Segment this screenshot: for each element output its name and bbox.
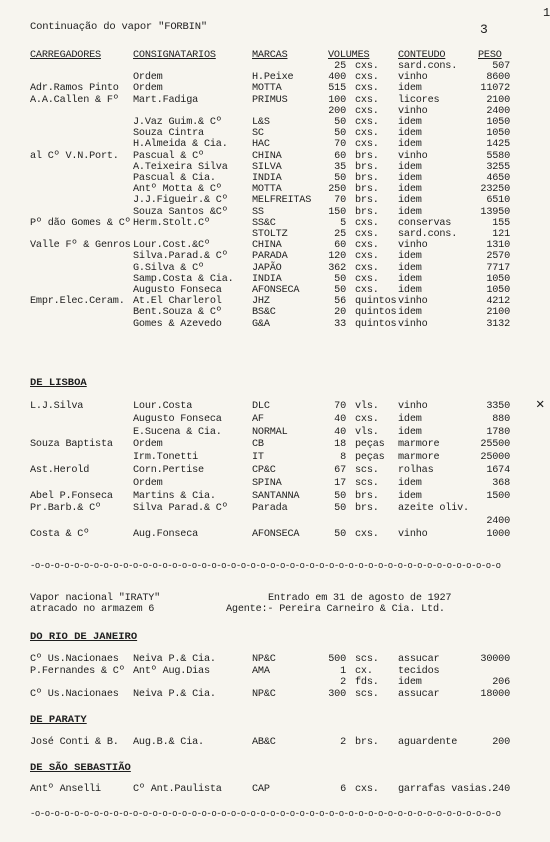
table-cell-weight: 1000 [486, 529, 510, 540]
table-cell-content: vinho [398, 401, 428, 412]
table-cell-qty: 70 [334, 401, 346, 412]
table-cell-unit: cxs. [355, 94, 379, 106]
table-cell-qty: 40 [334, 426, 346, 438]
table-cell-unit: quintos [355, 296, 397, 308]
table-cell-mark: H.Peixe [252, 72, 294, 84]
table-cell-qty: 67 [334, 465, 346, 476]
table-cell-mark: Parada [252, 503, 288, 515]
table-cell-consignee: Neiva P.& Cia. [133, 654, 216, 665]
table-cell-mark: SILVA [252, 161, 282, 173]
table-cell-unit: cx. [355, 665, 373, 677]
table-cell-shipper: Valle Fº & Genros [30, 240, 131, 252]
table-cell-unit: quintos [355, 318, 397, 330]
table-cell-weight: 3132 [486, 318, 510, 330]
table-cell-qty: 6 [340, 784, 346, 795]
table-cell-consignee: Gomes & Azevedo [133, 318, 222, 330]
table-cell-consignee: Aug.B.& Cia. [133, 737, 204, 748]
table-cell-unit: cxs. [355, 217, 379, 229]
vessel-name: Vapor nacional "IRATY" [30, 593, 161, 604]
page-number: 3 [480, 22, 488, 37]
table-cell-consignee: Mart.Fadiga [133, 94, 199, 106]
table-cell-qty: 35 [334, 161, 346, 173]
table-cell-content: idem [398, 83, 422, 95]
margin-symbol: ✕ [536, 397, 545, 413]
table-cell-mark: SS&C [252, 217, 276, 229]
column-header-shipper: CARREGADORES [30, 50, 101, 61]
section-title-rio: DO RIO DE JANEIRO [30, 631, 138, 643]
table-cell-mark: NP&C [252, 688, 276, 700]
table-cell-mark: STOLTZ [252, 229, 288, 240]
table-cell-consignee: Ordem [133, 72, 163, 84]
table-cell-mark: L&S [252, 117, 270, 128]
table-cell-weight: 240 [492, 784, 510, 795]
table-cell-unit: cxs. [355, 285, 379, 296]
table-cell-content: vinho [398, 72, 428, 84]
table-cell-mark: AF [252, 413, 264, 425]
table-cell-content: idem [398, 161, 422, 173]
table-cell-shipper: L.J.Silva [30, 401, 84, 412]
table-cell-unit: brs. [355, 150, 379, 162]
table-cell-consignee: Corn.Pertise [133, 465, 204, 476]
table-cell-unit: brs. [355, 195, 379, 207]
table-cell-content: idem [398, 413, 422, 425]
table-cell-content: vinho [398, 240, 428, 252]
table-cell-content: idem [398, 139, 422, 151]
table-cell-qty: 100 [328, 94, 346, 106]
table-cell-weight: 1425 [486, 139, 510, 151]
table-cell-shipper: Cº Us.Nacionaes [30, 688, 119, 700]
column-header-content: CONTEUDO [398, 50, 446, 61]
table-cell-consignee: Samp.Costa & Cia. [133, 273, 234, 285]
table-cell-weight: 1310 [486, 240, 510, 252]
table-cell-qty: 50 [334, 128, 346, 140]
table-cell-consignee: Silva Parad.& Cº [133, 503, 228, 515]
table-cell-qty: 60 [334, 150, 346, 162]
table-cell-qty: 362 [328, 262, 346, 274]
table-cell-unit: quintos [355, 307, 397, 319]
table-cell-unit: vls. [355, 401, 379, 412]
table-cell-content: idem [398, 285, 422, 296]
table-cell-consignee: Ordem [133, 83, 163, 95]
table-cell-shipper: P.Fernandes & Cº [30, 665, 125, 677]
table-cell-mark: JAPÃO [252, 262, 282, 274]
table-cell-content: conservas [398, 217, 452, 229]
table-cell-unit: brs. [355, 173, 379, 184]
table-cell-weight: 880 [492, 413, 510, 425]
table-cell-content: idem [398, 477, 422, 489]
table-cell-shipper: Empr.Elec.Ceram. [30, 296, 125, 308]
table-cell-unit: scs. [355, 465, 379, 476]
table-cell-content: idem [398, 307, 422, 319]
table-cell-content: assucar [398, 688, 440, 700]
table-cell-content: vinho [398, 318, 428, 330]
table-cell-qty: 8 [340, 452, 346, 464]
table-cell-content: vinho [398, 105, 428, 117]
table-cell-mark: JHZ [252, 296, 270, 308]
table-cell-qty: 40 [334, 413, 346, 425]
table-cell-weight: 8600 [486, 72, 510, 84]
table-cell-weight: 6510 [486, 195, 510, 207]
table-cell-weight: 1050 [486, 117, 510, 128]
table-cell-weight: 7717 [486, 262, 510, 274]
table-cell-mark: CP&C [252, 465, 276, 476]
table-cell-qty: 33 [334, 318, 346, 330]
table-cell-weight: 4650 [486, 173, 510, 184]
table-cell-unit: peças [355, 452, 385, 464]
table-cell-qty: 400 [328, 72, 346, 84]
table-cell-content: tecidos [398, 665, 440, 677]
table-cell-consignee: H.Almeida & Cia. [133, 139, 228, 151]
table-cell-qty: 50 [334, 117, 346, 128]
table-cell-unit: cxs. [355, 128, 379, 140]
table-cell-unit: cxs. [355, 139, 379, 151]
table-cell-content: marmore [398, 439, 440, 451]
table-cell-consignee: E.Sucena & Cia. [133, 426, 222, 438]
table-cell-content: idem [398, 195, 422, 207]
table-cell-shipper: Adr.Ramos Pinto [30, 83, 119, 95]
table-cell-consignee: Herm.Stolt.Cº [133, 217, 210, 229]
table-cell-unit: brs. [355, 184, 379, 196]
table-cell-content: rolhas [398, 465, 434, 476]
table-cell-mark: CAP [252, 784, 270, 795]
table-cell-weight: 200 [492, 737, 510, 748]
table-cell-weight: 30000 [480, 654, 510, 665]
table-cell-mark: AMA [252, 665, 270, 677]
table-cell-consignee: At.El Charlerol [133, 296, 222, 308]
table-cell-weight: 1050 [486, 273, 510, 285]
table-cell-consignee: Neiva P.& Cia. [133, 688, 216, 700]
table-cell-weight: 206 [492, 677, 510, 688]
table-cell-unit: cxs. [355, 262, 379, 274]
page-title: Continuação do vapor "FORBIN" [30, 21, 207, 33]
table-cell-weight: 155 [492, 217, 510, 229]
table-cell-mark: PRIMUS [252, 94, 288, 106]
table-cell-unit: brs. [355, 161, 379, 173]
table-cell-content: garrafas vasias. [398, 784, 493, 795]
table-cell-unit: brs. [355, 490, 379, 502]
table-cell-shipper: Abel P.Fonseca [30, 490, 113, 502]
table-cell-qty: 70 [334, 139, 346, 151]
table-cell-consignee: Pascual & Cº [133, 150, 204, 162]
table-cell-qty: 20 [334, 307, 346, 319]
table-cell-consignee: J.J.Figueir.& Cº [133, 195, 228, 207]
table-cell-shipper: al Cº V.N.Port. [30, 150, 119, 162]
table-cell-unit: vls. [355, 426, 379, 438]
table-cell-qty: 50 [334, 173, 346, 184]
table-cell-mark: G&A [252, 318, 270, 330]
table-cell-consignee: Martins & Cia. [133, 490, 216, 502]
table-cell-shipper: Souza Baptista [30, 439, 113, 451]
table-cell-consignee: Bent.Souza & Cº [133, 307, 222, 319]
table-cell-content: idem [398, 273, 422, 285]
vessel-berth: atracado no armazem 6 [30, 604, 155, 615]
table-cell-consignee: Ordem [133, 439, 163, 451]
table-cell-mark: CHINA [252, 150, 282, 162]
table-cell-weight: 2570 [486, 251, 510, 263]
table-cell-mark: CB [252, 439, 264, 451]
table-cell-unit: cxs. [355, 529, 379, 540]
table-cell-mark: PARADA [252, 251, 288, 263]
table-cell-mark: NORMAL [252, 426, 288, 438]
table-cell-mark: DLC [252, 401, 270, 412]
table-cell-unit: cxs. [355, 784, 379, 795]
table-cell-shipper: A.A.Callen & Fº [30, 94, 119, 106]
table-cell-mark: INDIA [252, 273, 282, 285]
table-cell-content: licores [398, 94, 440, 106]
table-cell-weight: 368 [492, 477, 510, 489]
table-cell-content: idem [398, 677, 422, 688]
table-cell-weight: 2100 [486, 94, 510, 106]
table-cell-unit: scs. [355, 477, 379, 489]
table-cell-content: sard.cons. [398, 61, 458, 72]
table-cell-consignee: Cº Ant.Paulista [133, 784, 222, 795]
table-cell-weight: 23250 [480, 184, 510, 196]
table-cell-consignee: J.Vaz Guim.& Cº [133, 117, 222, 128]
table-cell-mark: AFONSECA [252, 285, 300, 296]
vessel-agent: Agente:- Pereira Carneiro & Cia. Ltd. [226, 604, 445, 615]
table-cell-unit: cxs. [355, 251, 379, 263]
table-cell-unit: brs. [355, 206, 379, 218]
table-cell-content: vinho [398, 150, 428, 162]
table-cell-consignee: Lour.Cost.&Cº [133, 240, 210, 252]
table-cell-consignee: Silva.Parad.& Cº [133, 251, 228, 263]
table-cell-content: idem [398, 173, 422, 184]
table-cell-weight: 25000 [480, 452, 510, 464]
table-cell-consignee: Aug.Fonseca [133, 529, 199, 540]
table-cell-consignee: Ordem [133, 477, 163, 489]
table-cell-consignee: A.Teixeira Silva [133, 161, 228, 173]
table-cell-qty: 1 [340, 665, 346, 677]
table-cell-content: idem [398, 262, 422, 274]
table-cell-unit: scs. [355, 688, 379, 700]
table-cell-qty: 50 [334, 285, 346, 296]
column-header-volumes: VOLUMES [328, 50, 370, 61]
table-cell-mark: INDIA [252, 173, 282, 184]
table-cell-mark: CHINA [252, 240, 282, 252]
table-cell-mark: SPINA [252, 477, 282, 489]
column-header-consignee: CONSIGNATARIOS [133, 50, 216, 61]
column-header-marks: MARCAS [252, 50, 288, 61]
table-cell-qty: 50 [334, 273, 346, 285]
table-cell-mark: SC [252, 128, 264, 140]
table-cell-qty: 17 [334, 477, 346, 489]
section-title-paraty: DE PARATY [30, 714, 87, 726]
table-cell-content: idem [398, 184, 422, 196]
table-cell-weight: 2400 [486, 516, 510, 528]
table-cell-qty: 250 [328, 184, 346, 196]
table-cell-consignee: Antº Motta & Cº [133, 184, 222, 196]
table-cell-mark: BS&C [252, 307, 276, 319]
table-cell-qty: 2 [340, 677, 346, 688]
table-cell-content: vinho [398, 296, 428, 308]
table-cell-consignee: Augusto Fonseca [133, 413, 222, 425]
table-cell-mark: NP&C [252, 654, 276, 665]
table-cell-shipper: Cº Us.Nacionaes [30, 654, 119, 665]
column-header-weight: PESO [478, 50, 502, 61]
section-title-sao-sebastiao: DE SÃO SEBASTIÃO [30, 762, 131, 774]
table-cell-qty: 515 [328, 83, 346, 95]
table-cell-content: idem [398, 490, 422, 502]
table-cell-qty: 60 [334, 240, 346, 252]
table-cell-mark: MOTTA [252, 83, 282, 95]
table-cell-unit: brs. [355, 503, 379, 515]
table-cell-content: assucar [398, 654, 440, 665]
table-cell-weight: 1780 [486, 426, 510, 438]
table-cell-weight: 18000 [480, 688, 510, 700]
table-cell-consignee: Antº Aug.Dias [133, 665, 210, 677]
table-cell-unit: cxs. [355, 83, 379, 95]
table-cell-content: idem [398, 251, 422, 263]
table-cell-qty: 50 [334, 490, 346, 502]
table-cell-unit: cxs. [355, 240, 379, 252]
table-cell-consignee: Souza Santos &Cº [133, 206, 228, 218]
table-cell-mark: MELFREITAS [252, 195, 312, 207]
table-cell-weight: 1674 [486, 465, 510, 476]
table-cell-unit: cxs. [355, 229, 379, 240]
table-cell-shipper: Antº Anselli [30, 784, 101, 795]
table-cell-weight: 507 [492, 61, 510, 72]
table-cell-unit: cxs. [355, 117, 379, 128]
table-cell-content: idem [398, 206, 422, 218]
table-cell-weight: 13950 [480, 206, 510, 218]
table-cell-qty: 150 [328, 206, 346, 218]
table-cell-qty: 120 [328, 251, 346, 263]
table-cell-unit: brs. [355, 737, 379, 748]
table-cell-qty: 18 [334, 439, 346, 451]
table-cell-consignee: Souza Cintra [133, 128, 204, 140]
separator-line: -o-o-o-o-o-o-o-o-o-o-o-o-o-o-o-o-o-o-o-o-o-o-o-o-o-o-o-o-o-o-o-o-o-o-o-o-o-o-o-o-o-o-o-o-o-o-o-o [30, 561, 501, 571]
table-cell-content: idem [398, 117, 422, 128]
table-cell-consignee: Pascual & Cia. [133, 173, 216, 184]
table-cell-consignee: Irm.Tonetti [133, 452, 199, 464]
table-cell-weight: 1050 [486, 285, 510, 296]
table-cell-weight: 11072 [480, 83, 510, 95]
table-cell-weight: 1050 [486, 128, 510, 140]
vessel-arrival: Entrado em 31 de agosto de 1927 [268, 593, 452, 604]
table-cell-content: sard.cons. [398, 229, 458, 240]
table-cell-weight: 121 [492, 229, 510, 240]
table-cell-qty: 50 [334, 529, 346, 540]
table-cell-content: vinho [398, 529, 428, 540]
table-cell-qty: 25 [334, 61, 346, 72]
table-cell-unit: fds. [355, 677, 379, 688]
table-cell-mark: IT [252, 452, 264, 464]
table-cell-weight: 3255 [486, 161, 510, 173]
table-cell-qty: 5 [340, 217, 346, 229]
table-cell-unit: cxs. [355, 72, 379, 84]
table-cell-mark: MOTTA [252, 184, 282, 196]
table-cell-weight: 5580 [486, 150, 510, 162]
table-cell-mark: SS [252, 206, 264, 218]
table-cell-qty: 200 [328, 105, 346, 117]
table-cell-content: azeite oliv. [398, 503, 469, 515]
table-cell-consignee: Lour.Costa [133, 401, 193, 412]
table-cell-unit: cxs. [355, 413, 379, 425]
table-cell-unit: cxs. [355, 105, 379, 117]
table-cell-mark: SANTANNA [252, 490, 300, 502]
table-cell-mark: AB&C [252, 737, 276, 748]
table-cell-weight: 2100 [486, 307, 510, 319]
table-cell-content: idem [398, 128, 422, 140]
table-cell-weight: 3350 [486, 401, 510, 412]
table-cell-shipper: Costa & Cº [30, 529, 90, 540]
table-cell-unit: peças [355, 439, 385, 451]
table-cell-unit: scs. [355, 654, 379, 665]
table-cell-shipper: Ast.Herold [30, 465, 90, 476]
table-cell-content: idem [398, 426, 422, 438]
table-cell-qty: 56 [334, 296, 346, 308]
margin-mark: 1 [543, 6, 550, 20]
table-cell-mark: HAC [252, 139, 270, 151]
table-cell-weight: 4212 [486, 296, 510, 308]
table-cell-content: marmore [398, 452, 440, 464]
table-cell-shipper: Pº dão Gomes & Cº [30, 217, 131, 229]
table-cell-weight: 2400 [486, 105, 510, 117]
separator-line-bottom: -o-o-o-o-o-o-o-o-o-o-o-o-o-o-o-o-o-o-o-o-o-o-o-o-o-o-o-o-o-o-o-o-o-o-o-o-o-o-o-o-o-o-o-o-o-o-o-o [30, 809, 501, 819]
table-cell-unit: cxs. [355, 61, 379, 72]
table-cell-qty: 25 [334, 229, 346, 240]
table-cell-shipper: Pr.Barb.& Cº [30, 503, 101, 515]
table-cell-weight: 25500 [480, 439, 510, 451]
table-cell-qty: 50 [334, 503, 346, 515]
section-title-lisboa: DE LISBOA [30, 377, 87, 389]
table-cell-unit: cxs. [355, 273, 379, 285]
table-cell-mark: AFONSECA [252, 529, 300, 540]
table-cell-shipper: José Conti & B. [30, 737, 119, 748]
table-cell-weight: 1500 [486, 490, 510, 502]
table-cell-qty: 2 [340, 737, 346, 748]
table-cell-qty: 70 [334, 195, 346, 207]
table-cell-qty: 500 [328, 654, 346, 665]
table-cell-consignee: Augusto Fonseca [133, 285, 222, 296]
table-cell-consignee: G.Silva & Cº [133, 262, 204, 274]
table-cell-qty: 300 [328, 688, 346, 700]
table-cell-content: aguardente [398, 737, 458, 748]
